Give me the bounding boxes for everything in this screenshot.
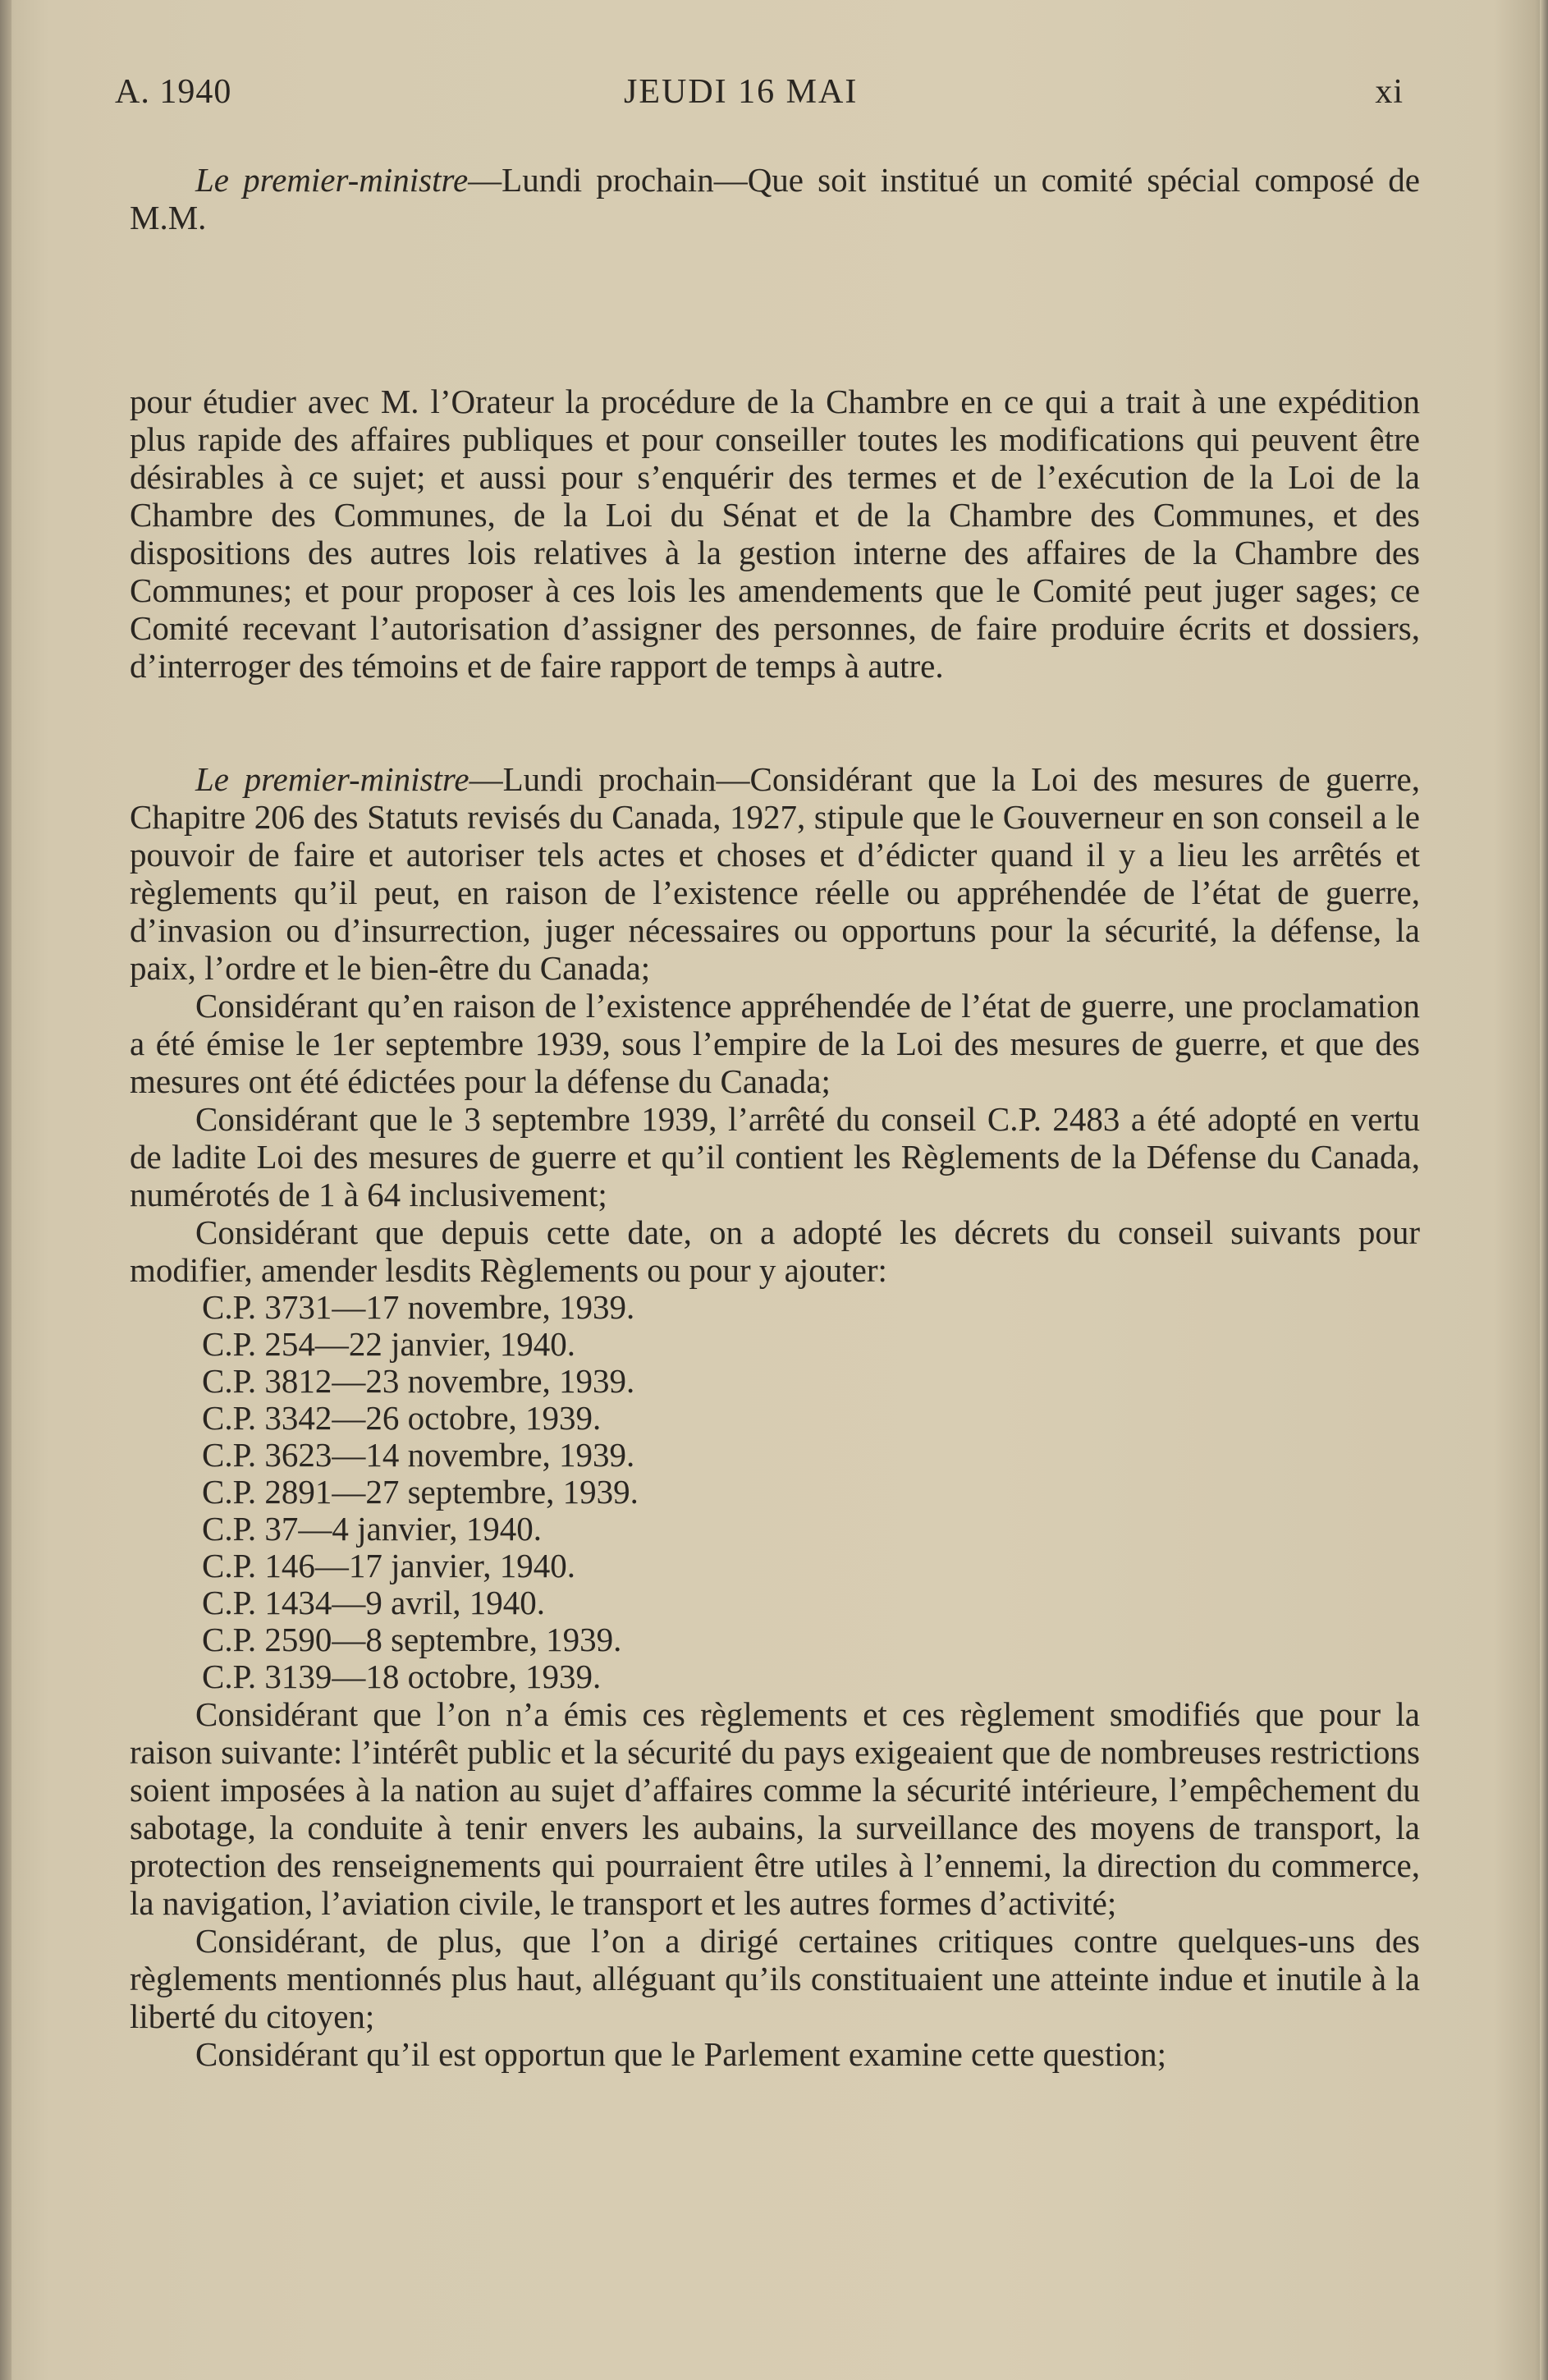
order-in-council-item: C.P. 1434—9 avril, 1940. [202,1584,545,1621]
order-in-council-item: C.P. 3812—23 novembre, 1939. [202,1362,635,1400]
order-in-council-item: C.P. 37—4 janvier, 1940. [202,1510,543,1548]
order-in-council-item: C.P. 254—22 janvier, 1940. [202,1325,576,1363]
page-edge-shadow [1540,0,1548,2380]
header-date: JEUDI 16 MAI [624,73,859,111]
notice-mover: Le premier-ministre [195,161,469,199]
order-in-council-item: C.P. 3342—26 octobre, 1939. [202,1399,602,1437]
whereas-paragraph: Considérant que le 3 septembre 1939, l’arrêté du conseil C.P. 2483 a été adopté en vertu de ladite Loi des mesures de guerre et qu’il contient les Règlements de la Défense du Canada, numérotés de 1 à 64 inclusivement; [130,1100,1420,1213]
header-year: A. 1940 [115,73,232,111]
notice-text: —Lundi prochain—Considérant que la Loi des mesures de guerre, Chapitre 206 des Statuts revisés du Canada, 1927, stipule que le Gouverneur en son conseil a le pouvoir de faire et autoriser tels actes et choses et d’édicter quand il y a lieu les arrêtés et règlements qu’il peut, en raison de l’existence réelle ou appréhendée de l’état de guerre, d’invasion ou d’insurrection, juger nécessaires ou opportuns pour la sécurité, la défense, la paix, l’ordre et le bien-être du Canada; [130,760,1420,987]
notice-text: —Lundi prochain—Que soit institué un comité spécial composé de M.M. [130,161,1420,236]
order-in-council-item: C.P. 2590—8 septembre, 1939. [202,1621,622,1658]
notice-war-measures [130,760,1420,987]
whereas-paragraph: Considérant qu’en raison de l’existence appréhendée de l’état de guerre, une proclamation a été émise le 1er septembre 1939, sous l’empire de la Loi des mesures de guerre, et que des mesures ont été édictées pour la défense du Canada; [130,987,1420,1100]
blank-space [130,236,1420,383]
order-in-council-item: C.P. 3623—14 novembre, 1939. [202,1436,635,1474]
notice-mover: Le premier-ministre [195,760,469,798]
running-header [115,72,1404,122]
header-page-number: xi [1375,73,1404,111]
whereas-paragraph: Considérant que l’on n’a émis ces règlements et ces règlement smodifiés que pour la raison suivante: l’intérêt public et la sécurité du pays exigeaient que de nombreuses restrictions soient imposées à la nation au sujet d’affaires comme la sécurité intérieure, l’empêchement du sabotage, la conduite à tenir envers les aubains, la surveillance des moyens de transport, la protection des renseignements qui pourraient être utiles à l’ennemi, la direction du commerce, la navigation, l’aviation civile, le transport et les autres formes d’activité; [130,1695,1420,1922]
orders-in-council-list [130,1289,1420,1695]
whereas-paragraph: Considérant que depuis cette date, on a adopté les décrets du conseil suivants pour modifier, amender lesdits Règlements ou pour y ajouter: [130,1213,1420,1289]
blank-space [130,685,1420,760]
book-spine-shadow [0,0,11,2380]
notice-committee-continuation: pour étudier avec M. l’Orateur la procédure de la Chambre en ce qui a trait à une expédition plus rapide des affaires publiques et pour conseiller toutes les modifications qui peuvent être désirables à ce sujet; et aussi pour s’enquérir des termes et de l’exécution de la Loi de la Chambre des Communes, de la Loi du Sénat et de la Chambre des Communes, et des dispositions des autres lois relatives à la gestion interne des affaires de la Chambre des Communes; et pour proposer à ces lois les amendements que le Comité peut juger sages; ce Comité recevant l’autorisation d’assigner des personnes, de faire produire écrits et dossiers, d’interroger des témoins et de faire rapport de temps à autre. [130,383,1420,685]
order-in-council-item: C.P. 3731—17 novembre, 1939. [202,1288,635,1326]
order-in-council-item: C.P. 2891—27 septembre, 1939. [202,1473,639,1511]
order-in-council-item: C.P. 146—17 janvier, 1940. [202,1547,576,1584]
order-in-council-item: C.P. 3139—18 octobre, 1939. [202,1658,602,1695]
whereas-paragraph: Considérant qu’il est opportun que le Parlement examine cette question; [195,2035,1166,2073]
document-body [130,161,1420,2073]
whereas-paragraph: Considérant, de plus, que l’on a dirigé certaines critiques contre quelques-uns des règlements mentionnés plus haut, alléguant qu’ils constituaient une atteinte indue et inutile à la liberté du citoyen; [130,1922,1420,2035]
notice-committee [130,161,1420,236]
